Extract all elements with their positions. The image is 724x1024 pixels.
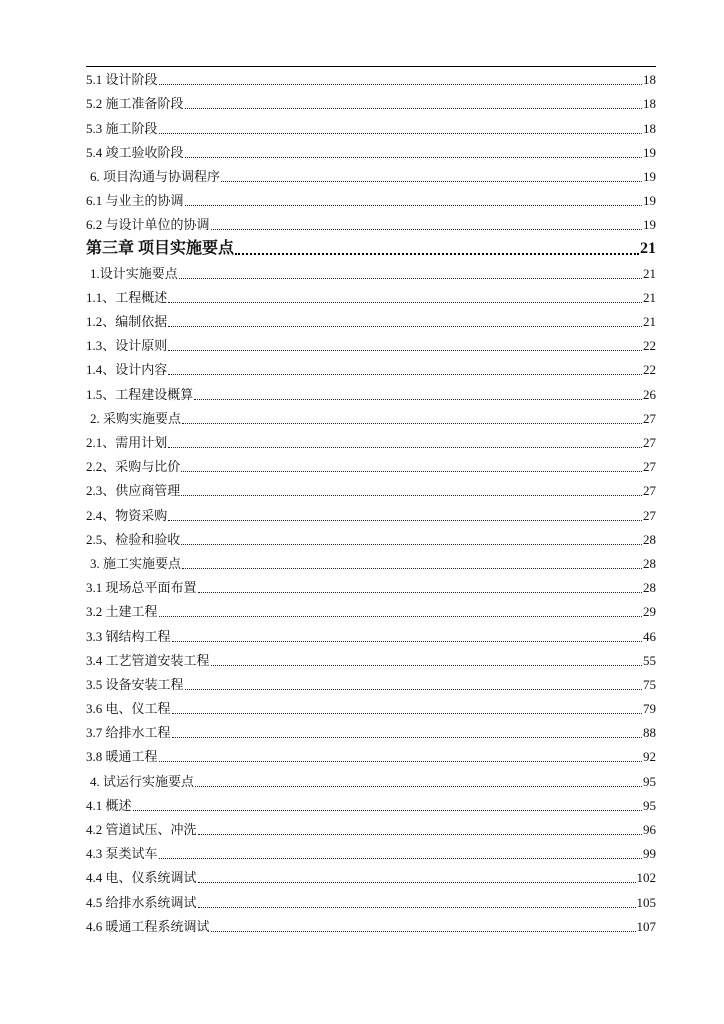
toc-row[interactable]: [86, 502, 656, 526]
toc-entry-label: 4.6 暖通工程系统调试: [86, 918, 210, 934]
toc-entry-label: 2. 采购实施要点: [90, 410, 182, 426]
toc-page-number: 22: [643, 338, 656, 354]
toc-page-number: 96: [643, 822, 656, 837]
toc-entry-label: 4.3 泵类试车: [86, 846, 158, 862]
toc-entry-label: 2.5、检验和验收: [86, 531, 181, 547]
toc-entry-label: 3.2 土建工程: [86, 604, 158, 620]
toc-entry-label: 2.1、需用计划: [86, 435, 168, 450]
toc-row[interactable]: [86, 672, 656, 696]
toc-entry-label: 6. 项目沟通与协调程序: [90, 168, 221, 184]
toc-page-number: 92: [643, 749, 656, 765]
toc-page-number: 79: [643, 701, 656, 717]
toc-row[interactable]: [86, 889, 656, 913]
toc-dot-leader: [211, 652, 642, 666]
toc-row[interactable]: [86, 865, 656, 889]
toc-row[interactable]: [86, 115, 656, 139]
toc-entry-label: 1.5、工程建设概算: [86, 386, 194, 402]
toc-dot-leader: [168, 289, 642, 303]
toc-entry-label: 6.2 与设计单位的协调: [86, 217, 210, 233]
toc-entry-label: 3.7 给排水工程: [86, 725, 171, 741]
toc-dot-leader: [198, 579, 642, 593]
toc-page-number: 22: [643, 362, 656, 378]
toc-dot-leader: [168, 313, 642, 327]
toc-entry-label: 3.5 设备安装工程: [86, 676, 184, 692]
toc-entry-label: 1.设计实施要点: [90, 265, 178, 281]
toc-row[interactable]: [86, 768, 656, 792]
toc-page-number: 21: [643, 314, 656, 330]
toc-entry-label: 3.6 电、仪工程: [86, 701, 171, 717]
toc-entry-label: 5.1 设计阶段: [86, 72, 158, 88]
toc-dot-leader: [198, 894, 636, 908]
toc-entry-label: 5.2 施工准备阶段: [86, 96, 184, 112]
toc-dot-leader: [168, 434, 642, 448]
toc-page-number: 18: [643, 96, 656, 112]
toc-row[interactable]: [86, 841, 656, 865]
toc-dot-leader: [179, 265, 642, 279]
toc-page-number: 26: [643, 386, 656, 402]
toc-dot-leader: [168, 337, 642, 351]
toc-dot-leader: [182, 555, 642, 569]
toc-page-number: 75: [643, 676, 656, 692]
toc-row[interactable]: [86, 720, 656, 744]
toc-dot-leader: [221, 168, 642, 182]
toc-entry-label: 4.5 给排水系统调试: [86, 894, 197, 910]
toc-page-number: 46: [643, 628, 656, 644]
toc-row[interactable]: [86, 285, 656, 309]
toc-page-number: 21: [643, 265, 656, 281]
toc-dot-leader: [159, 603, 642, 617]
toc-dot-leader: [172, 700, 642, 714]
toc-row[interactable]: [86, 817, 656, 841]
toc-entry-label: 2.3、供应商管理: [86, 483, 181, 499]
toc-dot-leader: [133, 797, 642, 811]
toc-page-number: 27: [643, 435, 656, 450]
toc-dot-leader: [185, 144, 642, 158]
toc-row[interactable]: [86, 406, 656, 430]
toc-entry-label: 4.1 概述: [86, 797, 132, 813]
toc-entry-label: 5.3 施工阶段: [86, 120, 158, 136]
toc-dot-leader: [181, 531, 642, 545]
toc-page-number: 27: [643, 410, 656, 426]
toc-row[interactable]: [86, 333, 656, 357]
toc-dot-leader: [235, 237, 639, 255]
toc-row[interactable]: [86, 188, 656, 212]
toc-entry-label: 1.3、设计原则: [86, 338, 168, 354]
toc-dot-leader: [168, 361, 642, 375]
toc-page-number: 95: [643, 773, 656, 789]
toc-dot-leader: [181, 482, 642, 496]
toc-row[interactable]: [86, 551, 656, 575]
toc-dot-leader: [172, 628, 642, 642]
toc-row[interactable]: [86, 164, 656, 188]
toc-row[interactable]: [86, 623, 656, 647]
toc-page-number: 88: [643, 725, 656, 741]
toc-page-number: 95: [643, 797, 656, 813]
toc-page-number: 102: [636, 870, 656, 886]
toc-dot-leader: [159, 845, 642, 859]
toc-row[interactable]: [86, 91, 656, 115]
toc-entry-label: 第三章 项目实施要点: [86, 239, 235, 257]
toc-row[interactable]: [86, 478, 656, 502]
toc-page-number: 27: [643, 507, 656, 523]
toc-entry-label: 4.2 管道试压、冲洗: [86, 822, 197, 837]
toc-entry-label: 4.4 电、仪系统调试: [86, 870, 197, 886]
toc-page-number: 19: [643, 144, 656, 160]
toc-page-number: 21: [643, 289, 656, 305]
toc-dot-leader: [159, 120, 642, 134]
toc-row[interactable]: [86, 599, 656, 623]
toc-page-number: 28: [643, 531, 656, 547]
toc-dot-leader: [185, 676, 642, 690]
toc-row[interactable]: [86, 140, 656, 164]
toc-entry-label: 5.4 竣工验收阶段: [86, 144, 184, 160]
toc-page-number: 28: [643, 580, 656, 596]
toc-page-number: 105: [636, 894, 656, 910]
toc-row[interactable]: [86, 430, 656, 454]
toc-dot-leader: [195, 773, 642, 787]
table-of-contents: [86, 67, 656, 938]
toc-row[interactable]: [86, 648, 656, 672]
toc-page-number: 19: [643, 168, 656, 184]
toc-dot-leader: [198, 821, 642, 835]
toc-chapter-row[interactable]: [86, 236, 656, 260]
toc-row[interactable]: [86, 696, 656, 720]
toc-dot-leader: [211, 918, 636, 932]
toc-page-number: 27: [643, 459, 656, 475]
toc-page-number: 21: [640, 239, 656, 257]
toc-row[interactable]: [86, 212, 656, 236]
toc-page-number: 18: [643, 120, 656, 136]
toc-page-number: 29: [643, 604, 656, 620]
toc-row[interactable]: [86, 914, 656, 938]
toc-page-number: 99: [643, 846, 656, 862]
toc-row[interactable]: [86, 357, 656, 381]
toc-row[interactable]: [86, 381, 656, 405]
toc-page-number: 19: [643, 217, 656, 233]
toc-entry-label: 3.8 暖通工程: [86, 749, 158, 765]
toc-entry-label: 3.4 工艺管道安装工程: [86, 652, 210, 668]
toc-page-number: 28: [643, 555, 656, 571]
toc-dot-leader: [185, 95, 642, 109]
toc-dot-leader: [185, 192, 642, 206]
toc-dot-leader: [194, 386, 642, 400]
toc-entry-label: 1.2、编制依据: [86, 314, 168, 330]
toc-row[interactable]: [86, 309, 656, 333]
toc-dot-leader: [198, 869, 636, 883]
toc-dot-leader: [211, 216, 642, 230]
toc-row[interactable]: [86, 527, 656, 551]
toc-entry-label: 1.4、设计内容: [86, 362, 168, 378]
toc-row[interactable]: [86, 67, 656, 91]
toc-dot-leader: [159, 71, 642, 85]
toc-entry-label: 6.1 与业主的协调: [86, 193, 184, 209]
toc-entry-label: 2.2、采购与比价: [86, 459, 181, 475]
toc-row[interactable]: [86, 793, 656, 817]
toc-page-number: 19: [643, 193, 656, 209]
toc-entry-label: 3. 施工实施要点: [90, 555, 182, 571]
toc-entry-label: 3.3 钢结构工程: [86, 628, 171, 644]
toc-page-number: 27: [643, 483, 656, 499]
toc-dot-leader: [181, 458, 642, 472]
toc-dot-leader: [172, 724, 642, 738]
toc-entry-label: 2.4、物资采购: [86, 507, 168, 523]
toc-page-number: 18: [643, 72, 656, 88]
toc-entry-label: 4. 试运行实施要点: [90, 773, 195, 789]
toc-row[interactable]: [86, 744, 656, 768]
toc-entry-label: 3.1 现场总平面布置: [86, 580, 197, 596]
toc-row[interactable]: [86, 575, 656, 599]
toc-dot-leader: [182, 410, 642, 424]
toc-row[interactable]: [86, 261, 656, 285]
toc-row[interactable]: [86, 454, 656, 478]
toc-dot-leader: [168, 507, 642, 521]
toc-entry-label: 1.1、工程概述: [86, 289, 168, 305]
toc-page-number: 55: [643, 652, 656, 668]
toc-dot-leader: [159, 748, 642, 762]
toc-page-number: 107: [636, 918, 656, 934]
